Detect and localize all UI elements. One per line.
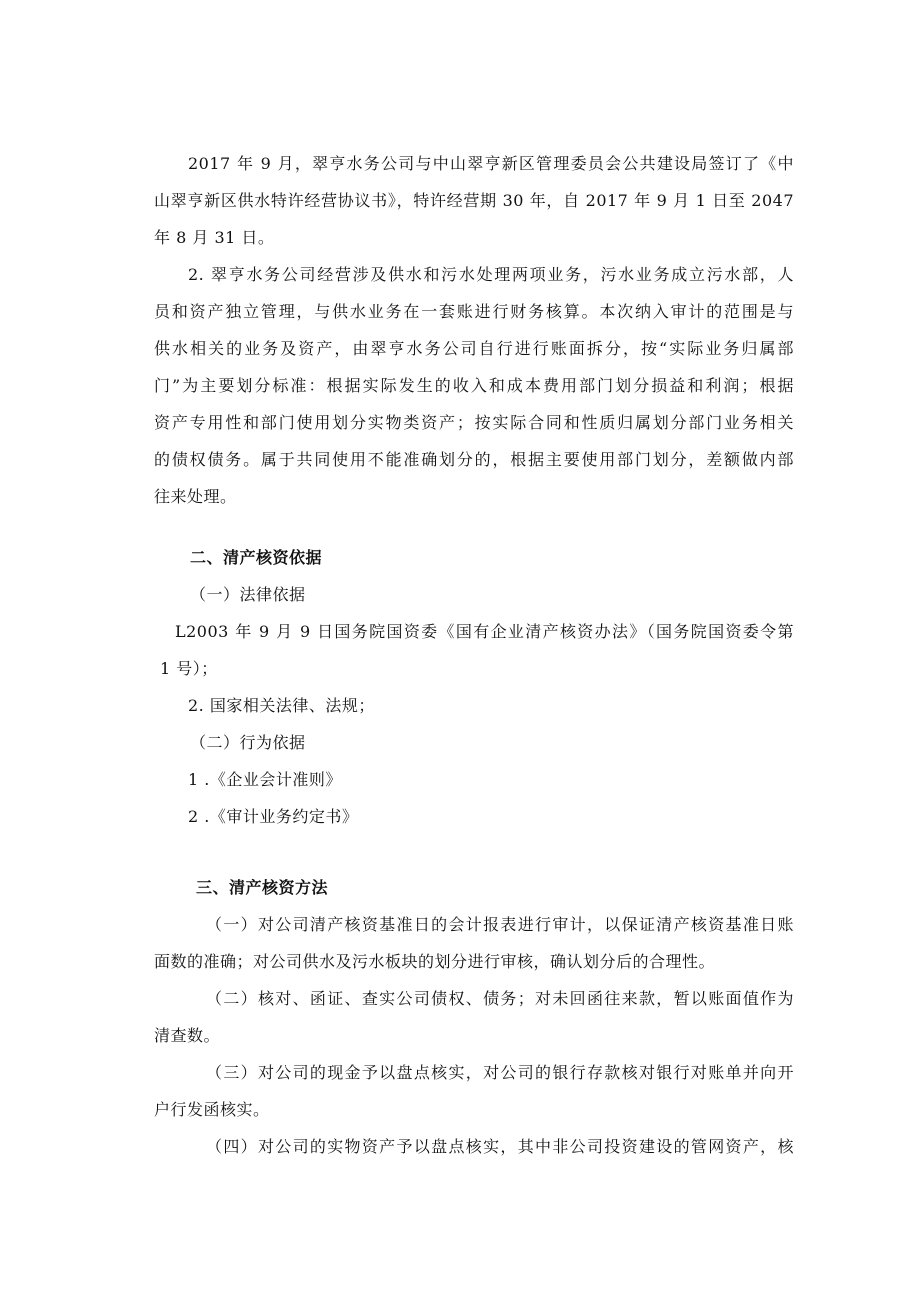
section-3-method-2-line-2: 清查数。	[154, 1026, 221, 1045]
paragraph-2-line-2: 员和资产独立管理，与供水业务在一套账进行财务核算。本次纳入审计的范围是与	[154, 302, 794, 321]
paragraph-2-line-6: 的债权债务。属于共同使用不能准确划分的，根据主要使用部门划分，差额做内部	[154, 450, 794, 469]
section-2-sub-1: （一）法律依据	[190, 585, 306, 604]
paragraph-2-line-5: 资产专用性和部门使用划分实物类资产；按实际合同和性质归属划分部门业务相关	[154, 413, 794, 432]
section-2-item-3: 1 .《企业会计准则》	[188, 770, 342, 789]
section-2-item-2: 2. 国家相关法律、法规；	[188, 696, 375, 715]
paragraph-2-line-7: 往来处理。	[154, 487, 237, 506]
paragraph-1-line-2: 山翠亨新区供水特许经营协议书》，特许经营期 30 年，自 2017 年 9 月 1 日至 2047	[154, 191, 794, 210]
section-3-method-3-line-1: （三）对公司的现金予以盘点核实，对公司的银行存款核对银行对账单并向开	[206, 1063, 794, 1082]
section-3-method-2-line-1: （二）核对、函证、查实公司债权、债务；对未回函往来款，暂以账面值作为	[206, 989, 794, 1008]
section-2-item-1-line-2: 1 号）；	[160, 659, 218, 678]
paragraph-2-line-1: 2. 翠亨水务公司经营涉及供水和污水处理两项业务，污水业务成立污水部，人	[188, 265, 794, 284]
section-3-method-4-line-1: （四）对公司的实物资产予以盘点核实，其中非公司投资建设的管网资产，核	[206, 1137, 794, 1156]
paragraph-2-line-3: 供水相关的业务及资产，由翠亨水务公司自行进行账面拆分，按“实际业务归属部	[154, 339, 794, 358]
section-2-heading: 二、清产核资依据	[190, 548, 323, 567]
paragraph-2-line-4: 门”为主要划分标准：根据实际发生的收入和成本费用部门划分损益和利润；根据	[154, 376, 794, 395]
paragraph-1-line-1: 2017 年 9 月，翠亨水务公司与中山翠亨新区管理委员会公共建设局签订了《中	[188, 154, 794, 173]
section-2-item-1-line-1: L2003 年 9 月 9 日国务院国资委《国有企业清产核资办法》（国务院国资委令第	[175, 622, 794, 641]
section-2-sub-2: （二）行为依据	[190, 733, 306, 752]
section-3-method-3-line-2: 户行发函核实。	[154, 1100, 270, 1119]
paragraph-1-line-3: 年 8 月 31 日。	[154, 228, 275, 247]
section-3-method-1-line-1: （一）对公司清产核资基准日的会计报表进行审计，以保证清产核资基准日账	[206, 915, 794, 934]
section-2-item-4: 2 .《审计业务约定书》	[188, 807, 359, 826]
section-3-method-1-line-2: 面数的准确；对公司供水及污水板块的划分进行审核，确认划分后的合理性。	[154, 952, 716, 971]
section-3-heading: 三、清产核资方法	[196, 878, 329, 897]
